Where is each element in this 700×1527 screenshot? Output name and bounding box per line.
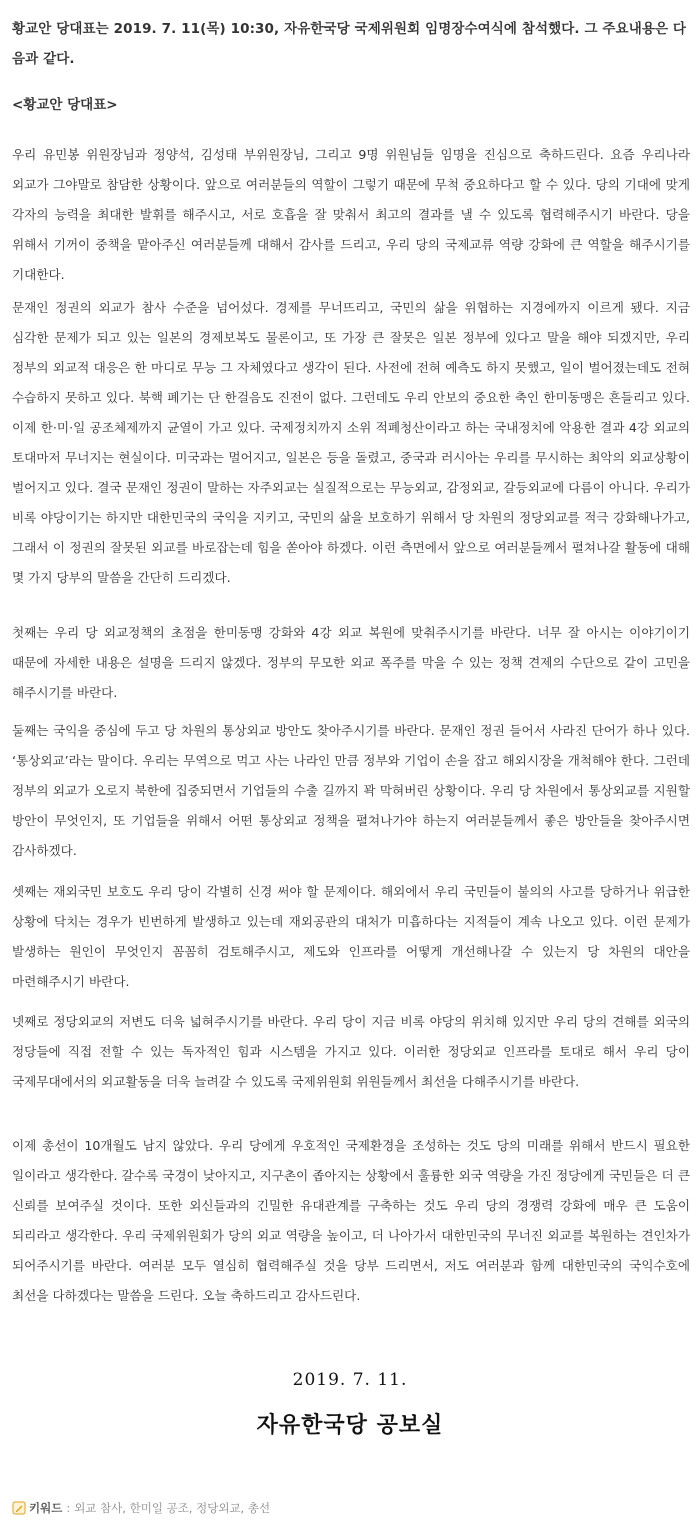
paragraph-2: 문재인 정권의 외교가 참사 수준을 넘어섰다. 경제를 무너뜨리고, 국민의 삶을 위협하는 지경에까지 이르게 됐다. 지금 심각한 문제가 되고 있는 일본의 경제보복도 물론이고, 또 가장 큰 잘못은 일본 정부에 있다고 말을 해야 되겠지만, 우리 정부의 외교적 대응은 한 마디로 무능 그 자체였다고 생각이 된다. 사전에 전혀 예측도 하지 못했고, 일이 벌어졌는데도 전혀 수습하지 못하고 있다. 북핵 폐기는 단 한걸음도 진전이 없다. 그런데도 우리 안보의 중요한 축인 한미동맹은 흔들리고 있다. 이제 한·미·일 공조체제까지 균열이 가고 있다. 국제정치까지 소위 적폐청산이라고 하는 국내정치에 악용한 결과 4강 외교의 토대마저 무너지는 현실이다. 미국과는 멀어지고, 일본은 등을 돌렸고, 중국과 러시아는 우리를 무시하는 최악의 외교상황이 벌어지고 있다. 결국 문재인 정권이 말하는 자주외교는 실질적으로는 무능외교, 감정외교, 갈등외교에 다름이 아니다. 우리가 비록 야당이기는 하지만 대한민국의 국익을 지키고, 국민의 삶을 보호하기 위해서 당 차원의 정당외교를 적극 강화해나가고, 그래서 이 정권의 잘못된 외교를 바로잡는데 힘을 쏟아야 하겠다. 이런 측면에서 앞으로 여러분들께서 펼쳐나갈 활동에 대해 몇 가지 당부의 말씀을 간단히 드리겠다. [12,300,690,585]
keywords-label: 키워드 [29,1501,63,1515]
paragraph-3: 첫째는 우리 당 외교정책의 초점을 한미동맹 강화와 4강 외교 복원에 맞춰주시기를 바란다. 너무 잘 아시는 이야기이기 때문에 자세한 내용은 설명을 드리지 않겠다. 정부의 무모한 외교 폭주를 막을 수 있는 정책 견제의 수단으로 같이 고민을 해주시기를 바란다. [12,625,690,700]
pencil-icon [12,1501,26,1515]
organization-name: 자유한국당 공보실 [256,1413,444,1438]
paragraph-7: 이제 총선이 10개월도 남지 않았다. 우리 당에게 우호적인 국제환경을 조성하는 것도 당의 미래를 위해서 반드시 필요한 일이라고 생각한다. 갈수록 국경이 낮아지고, 지구촌이 좁아지는 상황에서 훌륭한 외국 역량을 가진 정당에게 국민들은 더 큰 신뢰를 보여주실 것이다. 또한 외신들과의 긴밀한 유대관계를 구축하는 것도 우리 당의 경쟁력 강화에 매우 큰 도움이 되리라고 생각한다. 우리 국제위원회가 당의 외교 역량을 높이고, 더 나아가서 대한민국의 무너진 외교를 복원하는 견인차가 되어주시기를 바란다. 여러분 모두 열심히 협력해주실 것을 당부 드리면서, 저도 여러분과 함께 대한민국의 국익수호에 최선을 다하겠다는 말씀을 드린다. 오늘 축하드리고 감사드린다. [12,1138,690,1303]
keywords-list: 외교 참사, 한미일 공조, 정당외교, 총선 [74,1501,271,1515]
intro-text: 황교안 당대표는 2019. 7. 11(목) 10:30, 자유한국당 국제위원회 임명장수여식에 참석했다. 그 주요내용은 다음과 같다. [12,21,687,67]
paragraph-4: 둘째는 국익을 중심에 두고 당 차원의 통상외교 방안도 찾아주시기를 바란다. 문재인 정권 들어서 사라진 단어가 하나 있다. ‘통상외교’라는 말이다. 우리는 무역으로 먹고 사는 나라인 만큼 정부와 기업이 손을 잡고 해외시장을 개척해야 한다. 그런데 정부의 외교가 오로지 북한에 집중되면서 기업들의 수출 길까지 꽉 막혀버린 상황이다. 우리 당 차원에서 통상외교를 지원할 방안이 무엇인지, 또 기업들을 위해서 어떤 통상외교 정책을 펼쳐나가야 하는지 여러분들께서 좋은 방안들을 찾아주시면 감사하겠다. [12,723,690,858]
release-date: 2019. 7. 11. [292,1370,408,1390]
paragraph-1: 우리 유민봉 위원장님과 정양석, 김성태 부위원장님, 그리고 9명 위원님들 임명을 진심으로 축하드린다. 요즘 우리나라 외교가 그야말로 참담한 상황이다. 앞으로 여러분들의 역할이 그렇기 때문에 무척 중요하다고 할 수 있다. 당의 기대에 맞게 각자의 능력을 최대한 발휘를 해주시고, 서로 호흡을 잘 맞춰서 최고의 결과를 낼 수 있도록 협력해주시기 바란다. 당을 위해서 기꺼이 중책을 맡아주신 여러분들께 대해서 감사를 드리고, 우리 당의 국제교류 역량 강화에 큰 역할을 해주시기를 기대한다. [12,147,690,282]
paragraph-5: 셋째는 재외국민 보호도 우리 당이 각별히 신경 써야 할 문제이다. 해외에서 우리 국민들이 불의의 사고를 당하거나 위급한 상황에 닥치는 경우가 빈번하게 발생하고 있는데 재외공관의 대처가 미흡하다는 지적들이 계속 나오고 있다. 이런 문제가 발생하는 원인이 무엇인지 꼼꼼히 검토해주시고, 제도와 인프라를 어떻게 개선해나갈 수 있는지 당 차원의 대안을 마련해주시기 바란다. [12,884,690,989]
paragraph-6: 넷째로 정당외교의 저변도 더욱 넓혀주시기를 바란다. 우리 당이 지금 비록 야당의 위치해 있지만 우리 당의 견해를 외국의 정당들에 직접 전할 수 있는 독자적인 힘과 시스템을 가지고 있다. 이러한 정당외교 인프라를 토대로 해서 우리 당이 국제무대에서의 외교활동을 더욱 늘려갈 수 있도록 국제위원회 위원들께서 최선을 다해주시기를 바란다. [12,1014,690,1089]
speaker-heading: <황교안 당대표> [12,97,118,113]
keywords-bar [12,1498,270,1518]
keywords-separator: : [66,1501,71,1515]
